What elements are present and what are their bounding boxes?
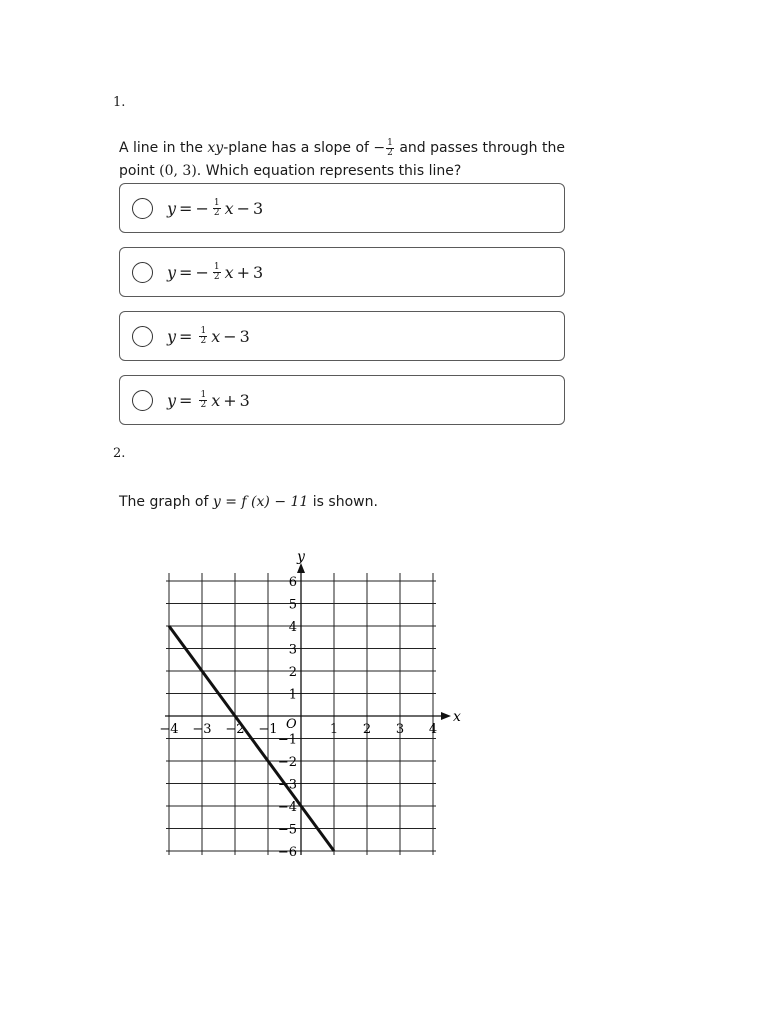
prompt-text-3: and passes through the point (119, 140, 565, 179)
eq-operator: + (236, 262, 251, 282)
x-tick-label: 1 (329, 722, 339, 737)
prompt-point: (0, 3) (159, 163, 197, 179)
eq-denominator: 2 (200, 335, 207, 346)
eq-variable: x (224, 198, 234, 218)
question-1-prompt (119, 137, 569, 183)
q2-prompt-text-2: is shown. (308, 494, 378, 510)
radio-button[interactable] (132, 198, 153, 219)
eq-variable: x (211, 326, 221, 346)
y-tick-label: 1 (288, 687, 297, 703)
eq-equals: = (179, 326, 193, 346)
eq-lhs: y (167, 326, 177, 346)
radio-button[interactable] (132, 326, 153, 347)
x-tick-label: 3 (395, 722, 405, 737)
choice-equation (167, 391, 250, 410)
eq-denominator: 2 (213, 271, 220, 282)
eq-lhs: y (167, 198, 177, 218)
eq-variable: x (211, 390, 221, 410)
eq-constant: 3 (239, 390, 250, 410)
y-axis-label: y (297, 549, 305, 565)
x-tick-label: −2 (225, 722, 245, 737)
eq-constant: 3 (253, 198, 264, 218)
question-2-prompt (119, 491, 569, 514)
choice-equation (167, 199, 263, 218)
q2-prompt-text-1: The graph of (119, 494, 213, 510)
y-tick-label: 4 (288, 620, 297, 635)
eq-denominator: 2 (200, 399, 207, 410)
y-tick-label: −1 (277, 732, 297, 748)
x-tick-label: 2 (362, 722, 372, 737)
eq-fraction (213, 199, 221, 218)
eq-numerator: 1 (213, 261, 220, 272)
y-tick-label: 2 (288, 665, 297, 680)
answer-choice-1[interactable] (119, 183, 565, 233)
choice-equation (167, 327, 250, 346)
x-tick-label: −1 (258, 722, 278, 737)
eq-numerator: 1 (213, 197, 220, 208)
radio-button[interactable] (132, 390, 153, 411)
eq-numerator: 1 (200, 325, 207, 336)
eq-operator: − (236, 198, 251, 218)
x-tick-label: −3 (192, 722, 212, 737)
eq-fraction (199, 327, 207, 346)
slope-fraction (386, 139, 394, 158)
slope-sign: − (373, 140, 386, 156)
prompt-text-1: A line in the (119, 140, 208, 156)
eq-sign: − (195, 198, 209, 218)
prompt-text-2: -plane has a slope of (223, 140, 374, 156)
eq-equals: = (179, 198, 193, 218)
eq-fraction (213, 263, 221, 282)
q2-prompt-equation: y = f (x) − 11 (212, 494, 309, 510)
eq-sign: − (195, 262, 209, 282)
origin-label: O (286, 717, 297, 732)
eq-numerator: 1 (200, 389, 207, 400)
eq-constant: 3 (253, 262, 264, 282)
slope-numerator: 1 (387, 137, 393, 148)
slope-denominator: 2 (387, 147, 393, 158)
y-tick-label: −2 (277, 755, 297, 770)
function-graph (148, 540, 461, 860)
y-tick-label: −5 (277, 822, 297, 838)
y-tick-label: 6 (288, 575, 297, 590)
x-tick-label: 4 (428, 722, 438, 737)
question-1-number: 1. (113, 95, 126, 110)
y-tick-label: 3 (288, 642, 297, 658)
answer-choice-2[interactable] (119, 247, 565, 297)
eq-constant: 3 (239, 326, 250, 346)
eq-operator: + (223, 390, 237, 410)
eq-lhs: y (167, 390, 177, 410)
prompt-text-4: . Which equation represents this line? (196, 163, 462, 179)
eq-operator: − (223, 326, 237, 346)
question-2-number: 2. (113, 446, 126, 461)
radio-button[interactable] (132, 262, 153, 283)
x-tick-label: −4 (159, 722, 179, 737)
answer-choice-3[interactable] (119, 311, 565, 361)
x-axis-arrow (441, 712, 451, 720)
eq-lhs: y (167, 262, 177, 282)
y-tick-label: 5 (288, 597, 297, 613)
eq-variable: x (224, 262, 234, 282)
y-tick-label: −3 (277, 777, 297, 793)
eq-fraction (199, 391, 207, 410)
eq-denominator: 2 (213, 207, 220, 218)
choice-equation (167, 263, 263, 282)
prompt-xy: xy (207, 140, 224, 156)
y-tick-label: −6 (277, 845, 297, 860)
y-tick-label: −4 (277, 800, 297, 815)
eq-equals: = (179, 390, 193, 410)
x-axis-label: x (453, 709, 461, 725)
eq-equals: = (179, 262, 193, 282)
answer-choice-4[interactable] (119, 375, 565, 425)
